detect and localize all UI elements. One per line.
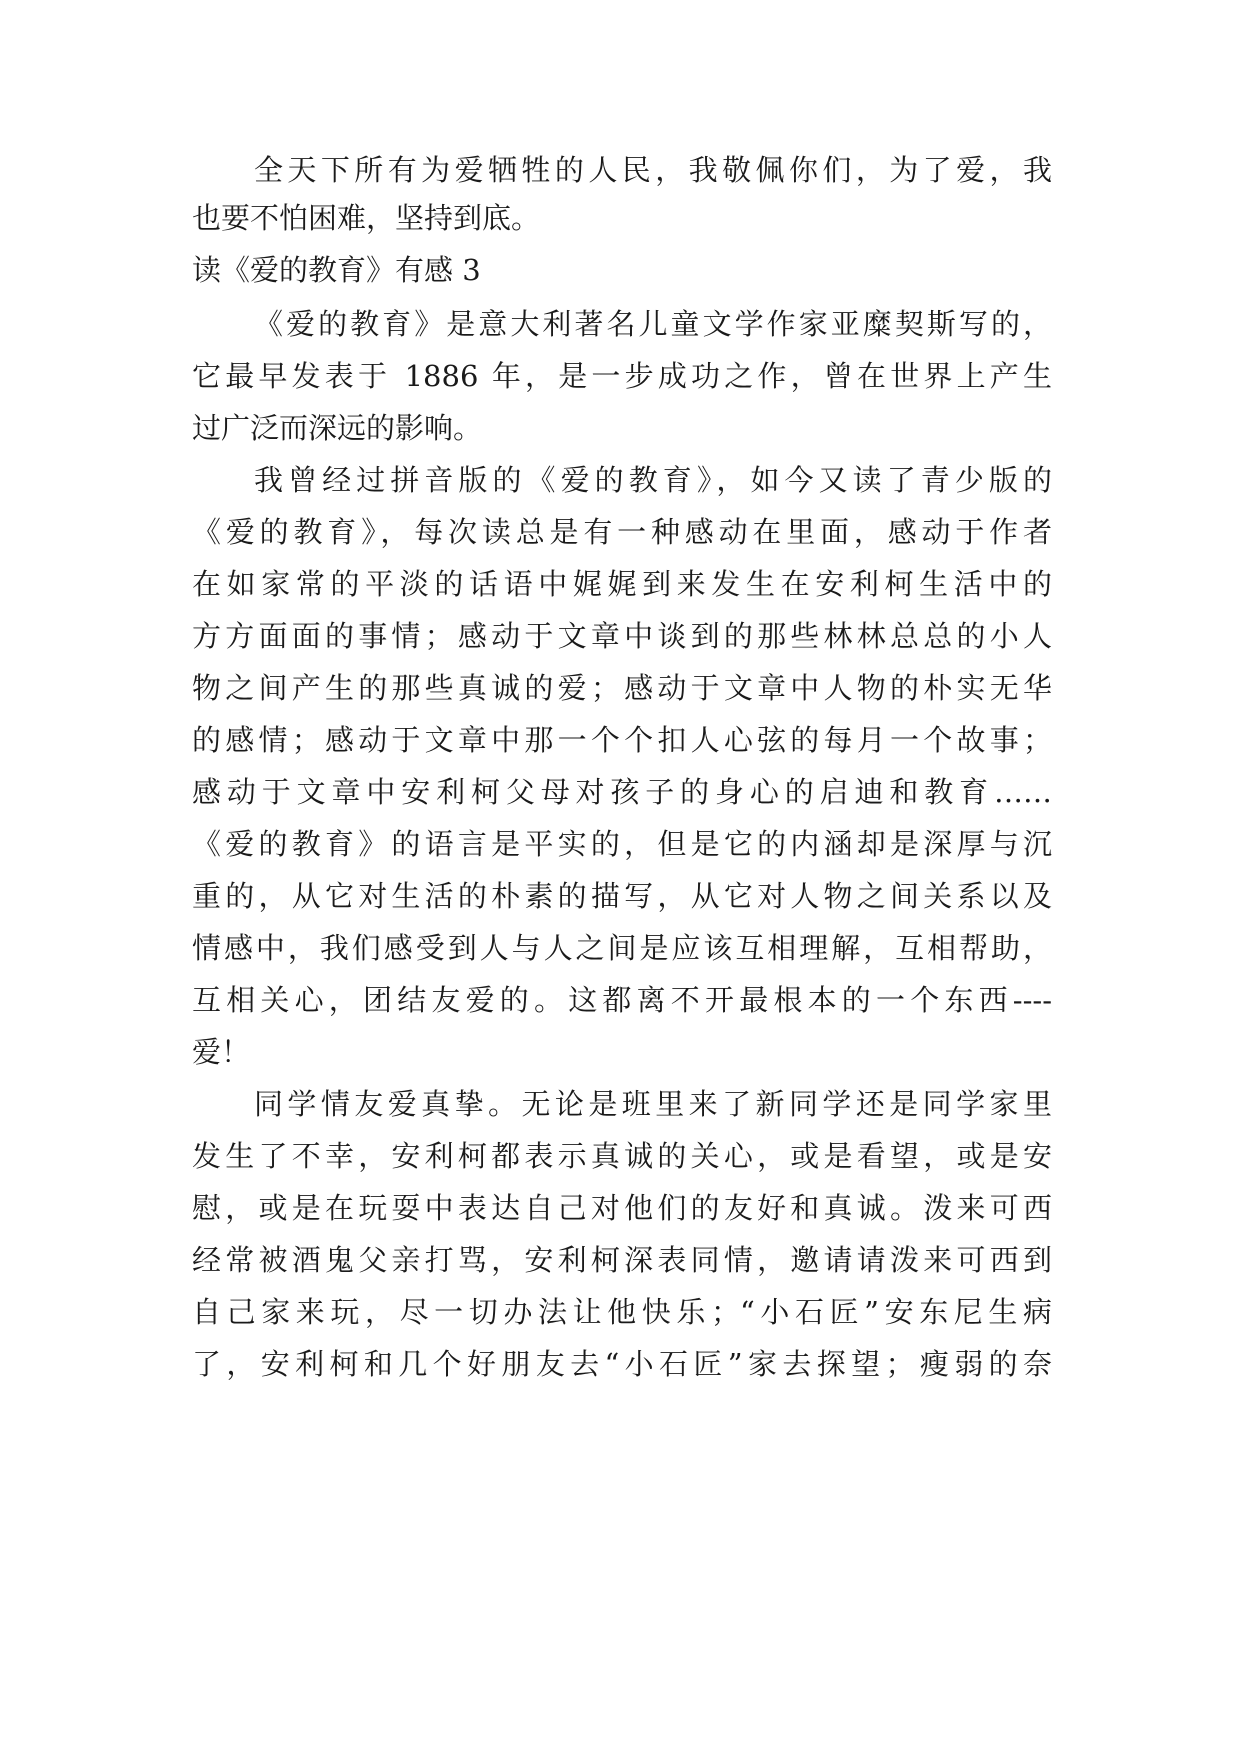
section-heading: 读《爱的教育》有感 3 — [192, 253, 481, 287]
paragraph-line: 也要不怕困难，坚持到底。 — [192, 201, 541, 235]
paragraph-line: 互相关心，团结友爱的。这都离不开最根本的一个东西---- — [192, 983, 1052, 1017]
paragraph-line: 慰，或是在玩耍中表达自己对他们的友好和真诚。泼来可西 — [192, 1191, 1052, 1225]
paragraph-line: 它最早发表于 1886 年，是一步成功之作，曾在世界上产生 — [192, 359, 1052, 393]
paragraph-line: 重的，从它对生活的朴素的描写，从它对人物之间关系以及 — [192, 879, 1052, 913]
paragraph-line: 物之间产生的那些真诚的爱；感动于文章中人物的朴实无华 — [192, 671, 1052, 705]
paragraph-line: 我曾经过拼音版的《爱的教育》，如今又读了青少版的 — [254, 463, 1052, 497]
paragraph-line: 自己家来玩，尽一切办法让他快乐；“小石匠”安东尼生病 — [192, 1295, 1052, 1329]
paragraph-line: 《爱的教育》的语言是平实的，但是它的内涵却是深厚与沉 — [192, 827, 1052, 861]
paragraph-line: 的感情；感动于文章中那一个个扣人心弦的每月一个故事； — [192, 723, 1052, 757]
paragraph-line: 《爱的教育》是意大利著名儿童文学作家亚糜契斯写的， — [254, 307, 1052, 341]
paragraph-line: 了，安利柯和几个好朋友去“小石匠”家去探望；瘦弱的奈 — [192, 1347, 1052, 1381]
paragraph-line: 情感中，我们感受到人与人之间是应该互相理解，互相帮助， — [192, 931, 1052, 965]
paragraph-line: 方方面面的事情；感动于文章中谈到的那些林林总总的小人 — [192, 619, 1052, 653]
paragraph-line: 同学情友爱真挚。无论是班里来了新同学还是同学家里 — [254, 1087, 1052, 1121]
paragraph-line: 发生了不幸，安利柯都表示真诚的关心，或是看望，或是安 — [192, 1139, 1052, 1173]
paragraph-line: 感动于文章中安利柯父母对孩子的身心的启迪和教育…… — [192, 775, 1052, 809]
paragraph-line: 全天下所有为爱牺牲的人民，我敬佩你们，为了爱，我 — [254, 153, 1052, 187]
paragraph-line: 在如家常的平淡的话语中娓娓到来发生在安利柯生活中的 — [192, 567, 1052, 601]
paragraph-line: 爱！ — [192, 1035, 251, 1069]
paragraph-line: 经常被酒鬼父亲打骂，安利柯深表同情，邀请请泼来可西到 — [192, 1243, 1052, 1277]
paragraph-line: 过广泛而深远的影响。 — [192, 411, 483, 445]
paragraph-line: 《爱的教育》，每次读总是有一种感动在里面，感动于作者 — [192, 515, 1052, 549]
